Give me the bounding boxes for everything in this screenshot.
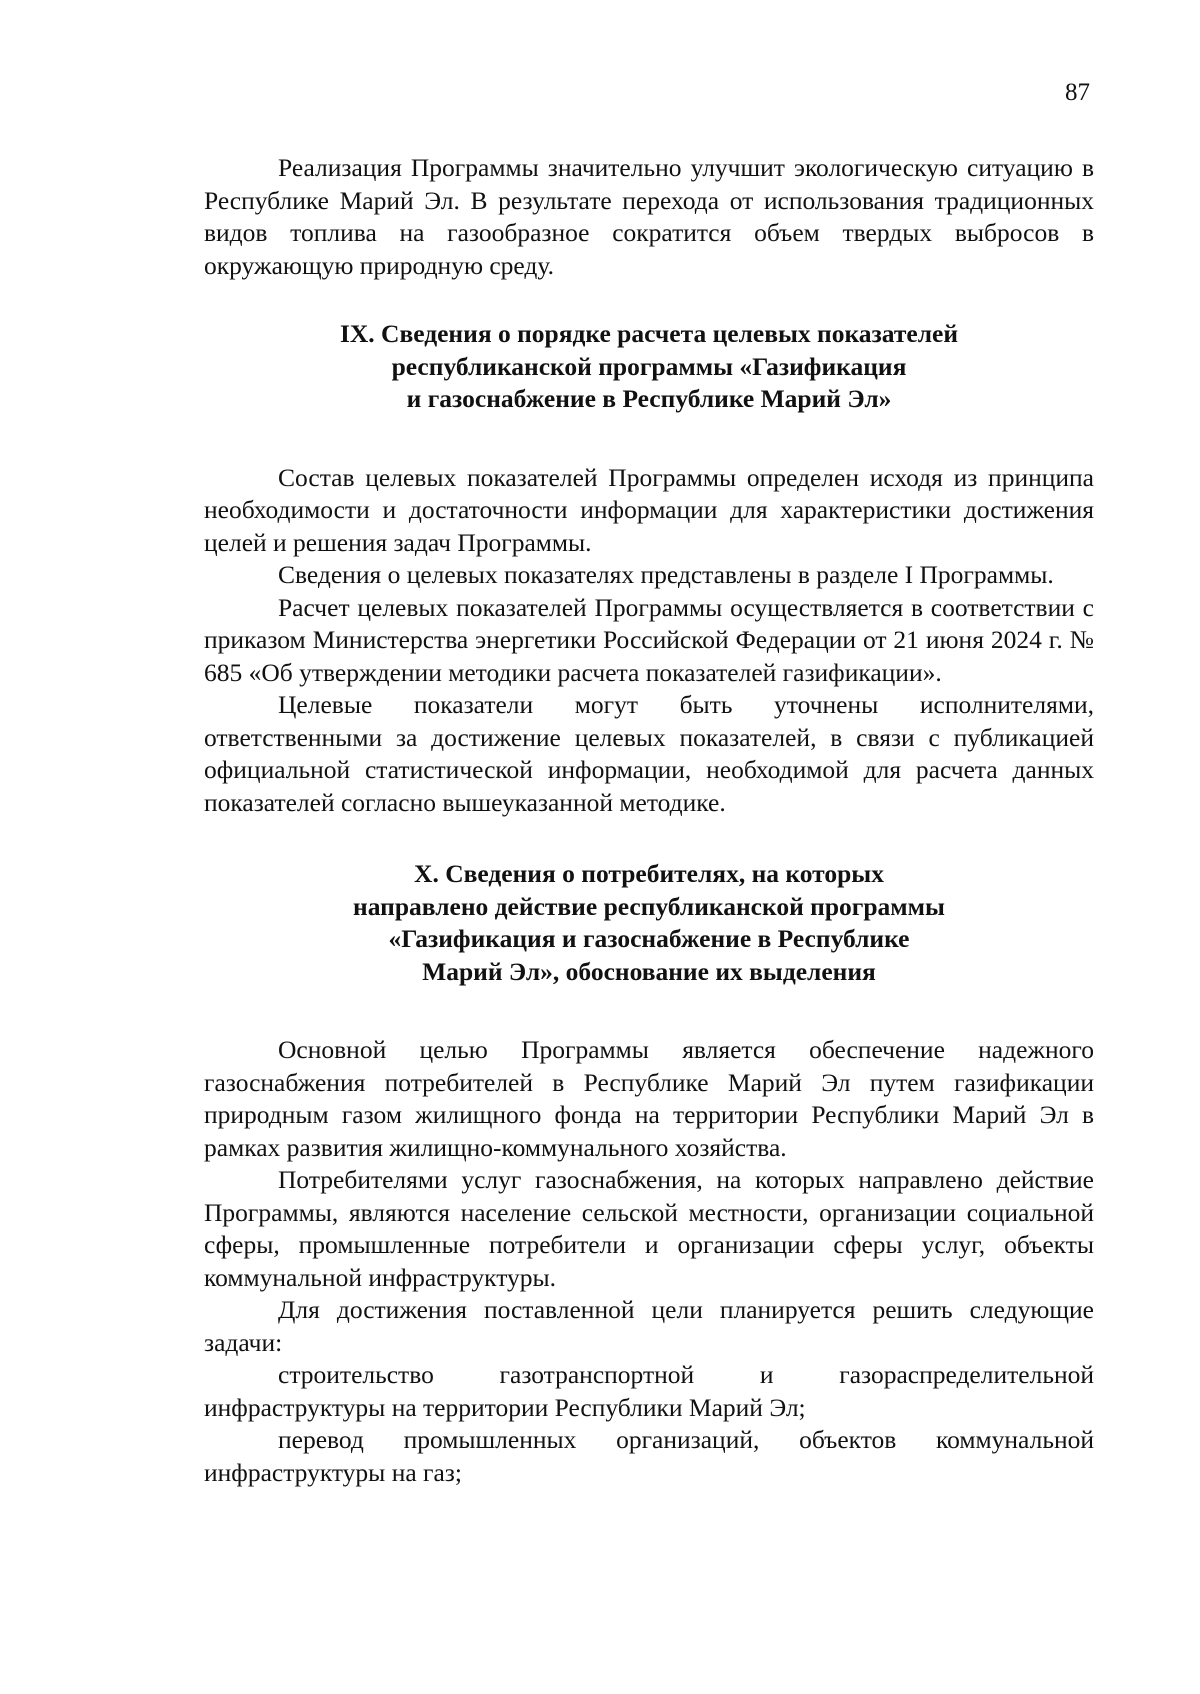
section-ix-paragraph-3: Расчет целевых показателей Программы осуществляется в соответствии с приказом Министерства энергетики Российской Федерации от 21 июня 2024 г. № 685 «Об утверждении методики расчета показателей газификации». [204,592,1094,687]
section-ix-paragraph-2: Сведения о целевых показателях представлены в разделе I Программы. [278,560,1054,589]
section-x-heading-line: Марий Эл», обоснование их выделения [422,956,876,986]
section-x-task-1: строительство газотранспортной и газораспределительной инфраструктуры на территории Республики Марий Эл; [204,1360,1094,1422]
section-x-heading-line: направлено действие республиканской программы [353,891,945,921]
section-ix-heading [204,318,1094,416]
section-ix-heading-line: IX. Сведения о порядке расчета целевых показателей [339,319,959,348]
section-ix-heading-line: республиканской программы «Газификация [391,351,907,381]
page-number: 87 [1065,79,1090,106]
section-x-paragraph-2: Потребителями услуг газоснабжения, на которых направлено действие Программы, являются население сельской местности, организации социальной сферы, промышленные потребители и организации сферы услуг, объекты коммунальной инфраструктуры. [204,1165,1094,1292]
section-ix-paragraph-4: Целевые показатели могут быть уточнены исполнителями, ответственными за достижение целевых показателей, в связи с публикацией официальной статистической информации, необходимой для расчета данных показателей согласно вышеуказанной методике. [204,690,1094,817]
section-x-heading-line: «Газификация и газоснабжение в Республике [388,924,910,953]
section-ix-paragraph-1: Состав целевых показателей Программы определен исходя из принципа необходимости и достаточности информации для характеристики достижения целей и решения задач Программы. [204,462,1094,557]
document-body [204,152,1094,1489]
intro-paragraph: Реализация Программы значительно улучшит экологическую ситуацию в Республике Марий Эл. В результате перехода от использования традиционных видов топлива на газообразное сократится объем твердых выбросов в окружающую природную среду. [204,153,1094,280]
section-x-heading-line: X. Сведения о потребителях, на которых [414,859,884,888]
section-ix-heading-line: и газоснабжение в Республике Марий Эл» [406,384,892,413]
section-x-paragraph-3: Для достижения поставленной цели планируется решить следующие задачи: [204,1295,1094,1357]
section-x-paragraph-1: Основной целью Программы является обеспечение надежного газоснабжения потребителей в Республике Марий Эл путем газификации природным газом жилищного фонда на территории Республики Марий Эл в рамках развития жилищно-коммунального хозяйства. [204,1035,1094,1162]
section-x-task-2: перевод промышленных организаций, объектов коммунальной инфраструктуры на газ; [204,1425,1094,1487]
section-x-heading [204,858,1094,988]
